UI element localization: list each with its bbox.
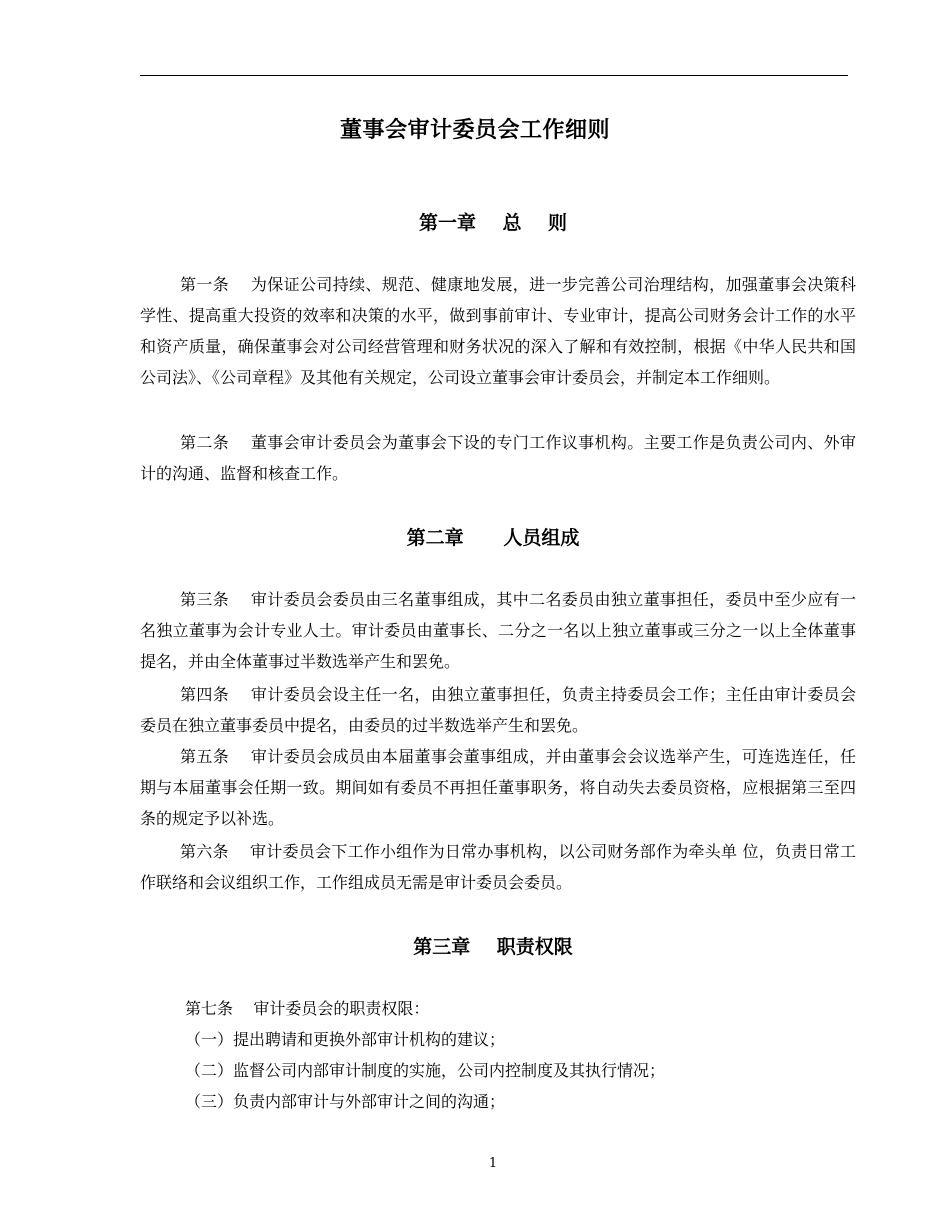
chapter-heading-2: 第二章 人员组成 — [406, 527, 580, 549]
article-6: 第六条 审计委员会下工作小组作为日常办事机构，以公司财务部作为牵头单 位，负责日常工作联络和会议组织工作，工作组成员无需是审计委员会委员。 — [140, 842, 856, 892]
article-7-intro: 第七条 审计委员会的职责权限： — [185, 999, 430, 1018]
chapter-heading-3: 第三章 职责权限 — [413, 936, 573, 958]
article-3: 第三条 审计委员会委员由三名董事组成，其中二名委员由独立董事担任，委员中至少应有一名独立董事为会计专业人士。审计委员由董事长、二分之一名以上独立董事或三分之一以上全体董事提名，并由全体董事过半数选举产生和罢免。 — [140, 590, 856, 671]
article-4: 第四条 审计委员会设主任一名，由独立董事担任，负责主持委员会工作；主任由审计委员会委员在独立董事委员中提名，由委员的过半数选举产生和罢免。 — [140, 685, 856, 735]
header-rule — [140, 75, 848, 76]
chapter-heading-1: 第一章 总 则 — [419, 212, 567, 234]
article-5: 第五条 审计委员会成员由本届董事会董事组成，并由董事会会议选举产生，可连选连任，任期与本届董事会任期一致。期间如有委员不再担任董事职务，将自动失去委员资格，应根据第三至四条的规定予以补选。 — [140, 747, 856, 828]
article-7-item-2: （二）监督公司内部审计制度的实施，公司内控制度及其执行情况； — [185, 1061, 666, 1080]
article-1: 第一条 为保证公司持续、规范、健康地发展，进一步完善公司治理结构，加强董事会决策科学性、提高重大投资的效率和决策的水平，做到事前审计、专业审计，提高公司财务会计工作的水平和资产质量，确保董事会对公司经营管理和财务状况的深入了解和有效控制，根据《中华人民共和国公司法》、《公司章程》及其他有关规定，公司设立董事会审计委员会，并制定本工作细则。 — [140, 275, 856, 387]
page-number: 1 — [488, 1156, 498, 1171]
article-7-item-3: （三）负责内部审计与外部审计之间的沟通； — [185, 1092, 506, 1111]
article-7-item-1: （一）提出聘请和更换外部审计机构的建议； — [185, 1030, 506, 1049]
article-2: 第二条 董事会审计委员会为董事会下设的专门工作议事机构。主要工作是负责公司内、外审计的沟通、监督和核查工作。 — [140, 433, 856, 483]
document-title: 董事会审计委员会工作细则 — [339, 118, 610, 143]
